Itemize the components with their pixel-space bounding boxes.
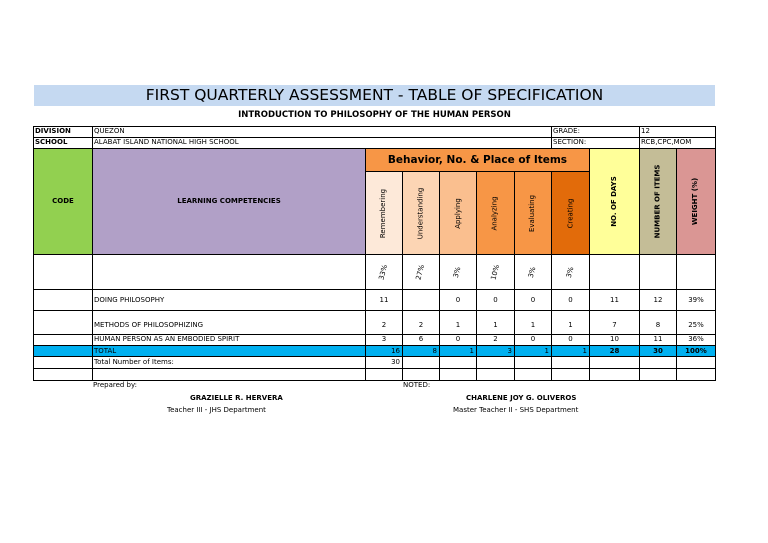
page-subtitle: INTRODUCTION TO PHILOSOPHY OF THE HUMAN PERSON — [238, 110, 511, 120]
percent-value: 27% — [414, 263, 427, 281]
level-item-count: 11 — [366, 290, 403, 311]
row-code-cell — [33, 311, 93, 335]
level-item-count: 0 — [552, 335, 590, 346]
total-level-count: 3 — [477, 346, 515, 357]
level-header-analyzing — [477, 172, 515, 255]
days-header — [590, 149, 640, 255]
total-items-code-cell — [33, 357, 93, 369]
noted-label: NOTED: — [403, 381, 431, 389]
items-header-label: NUMBER OF ITEMS — [653, 164, 662, 239]
weight-header-label: WEIGHT (%) — [691, 177, 700, 226]
total-items: 30 — [640, 346, 677, 357]
grade-label: GRADE: — [552, 126, 640, 138]
level-header-understanding — [403, 172, 440, 255]
level-item-count — [403, 290, 440, 311]
total-items-label: Total Number of Items: — [93, 357, 366, 369]
empty-cell — [477, 357, 515, 369]
row-days: 7 — [590, 311, 640, 335]
percent-row-label — [93, 255, 366, 290]
percent-cell — [477, 255, 515, 290]
total-level-count: 16 — [366, 346, 403, 357]
competency-name: METHODS OF PHILOSOPHIZING — [93, 311, 366, 335]
percent-cell — [403, 255, 440, 290]
level-item-count: 0 — [440, 290, 477, 311]
competency-name: DOING PHILOSOPHY — [93, 290, 366, 311]
total-days: 28 — [590, 346, 640, 357]
row-code-cell — [33, 335, 93, 346]
level-label: Creating — [566, 198, 574, 228]
prepared-by-title: Teacher III - JHS Department — [167, 406, 266, 414]
school-label: SCHOOL — [33, 138, 93, 149]
empty-cell — [515, 369, 552, 381]
empty-cell — [403, 357, 440, 369]
percent-value: 10% — [489, 263, 501, 281]
level-header-remembering — [366, 172, 403, 255]
level-item-count: 2 — [477, 335, 515, 346]
competencies-header-label: LEARNING COMPETENCIES — [177, 197, 281, 205]
empty-cell — [515, 357, 552, 369]
total-label: TOTAL — [93, 346, 366, 357]
row-items: 8 — [640, 311, 677, 335]
days-header-label: NO. OF DAYS — [610, 176, 618, 227]
weight-header — [677, 149, 716, 255]
row-items: 11 — [640, 335, 677, 346]
row-weight: 36% — [677, 335, 716, 346]
total-items-value: 30 — [366, 357, 403, 369]
empty-cell — [590, 369, 640, 381]
percent-cell — [515, 255, 552, 290]
total-level-count: 8 — [403, 346, 440, 357]
level-item-count: 1 — [552, 311, 590, 335]
empty-cell — [403, 369, 440, 381]
level-label: Analyzing — [490, 195, 499, 231]
level-item-count: 2 — [366, 311, 403, 335]
total-level-count: 1 — [440, 346, 477, 357]
empty-cell — [93, 369, 366, 381]
percent-value: 3% — [452, 265, 463, 279]
level-item-count: 0 — [515, 290, 552, 311]
page-title: FIRST QUARTERLY ASSESSMENT - TABLE OF SPECIFICATION — [34, 85, 715, 106]
level-item-count: 1 — [515, 311, 552, 335]
items-header — [640, 149, 677, 255]
row-weight: 25% — [677, 311, 716, 335]
level-label: Remembering — [379, 188, 388, 238]
empty-cell — [440, 369, 477, 381]
percent-items-cell — [640, 255, 677, 290]
total-level-count: 1 — [552, 346, 590, 357]
row-weight: 39% — [677, 290, 716, 311]
empty-cell — [552, 369, 590, 381]
noted-name: CHARLENE JOY G. OLIVEROS — [466, 394, 577, 402]
percent-value: 3% — [564, 265, 576, 279]
row-days: 10 — [590, 335, 640, 346]
prepared-by-label: Prepared by: — [93, 381, 137, 389]
behavior-header — [366, 149, 590, 172]
section-label: SECTION: — [552, 138, 640, 149]
level-item-count: 6 — [403, 335, 440, 346]
level-header-applying — [440, 172, 477, 255]
percent-cell — [440, 255, 477, 290]
empty-cell — [640, 357, 677, 369]
percent-weight-cell — [677, 255, 716, 290]
empty-cell — [677, 369, 716, 381]
percent-cell — [552, 255, 590, 290]
division-value: QUEZON — [93, 126, 552, 138]
school-value: ALABAT ISLAND NATIONAL HIGH SCHOOL — [93, 138, 552, 149]
total-level-count: 1 — [515, 346, 552, 357]
level-header-evaluating — [515, 172, 552, 255]
empty-cell — [440, 357, 477, 369]
row-items: 12 — [640, 290, 677, 311]
row-days: 11 — [590, 290, 640, 311]
empty-cell — [590, 357, 640, 369]
total-code-cell — [33, 346, 93, 357]
percent-cell — [366, 255, 403, 290]
division-label: DIVISION — [33, 126, 93, 138]
noted-title: Master Teacher II - SHS Department — [453, 406, 579, 414]
percent-days-cell — [590, 255, 640, 290]
percent-value: 3% — [527, 265, 538, 279]
total-weight: 100% — [677, 346, 716, 357]
code-header-label: CODE — [52, 197, 74, 205]
row-code-cell — [33, 290, 93, 311]
empty-cell — [366, 369, 403, 381]
percent-value: 33% — [377, 263, 390, 281]
competencies-header — [93, 149, 366, 255]
competency-name: HUMAN PERSON AS AN EMBODIED SPIRIT — [93, 335, 366, 346]
level-header-creating — [552, 172, 590, 255]
behavior-header-label: Behavior, No. & Place of Items — [387, 153, 568, 166]
level-item-count: 1 — [440, 311, 477, 335]
code-header — [33, 149, 93, 255]
level-item-count: 3 — [366, 335, 403, 346]
empty-cell — [33, 369, 93, 381]
level-item-count: 0 — [440, 335, 477, 346]
level-item-count: 0 — [515, 335, 552, 346]
level-item-count: 1 — [477, 311, 515, 335]
empty-cell — [552, 357, 590, 369]
percent-row-code — [33, 255, 93, 290]
level-item-count: 2 — [403, 311, 440, 335]
empty-cell — [677, 357, 716, 369]
section-value: RCB,CPC,MOM — [640, 138, 716, 149]
level-label: Evaluating — [528, 194, 537, 232]
level-item-count: 0 — [477, 290, 515, 311]
level-label: Applying — [453, 197, 462, 229]
grade-value: 12 — [640, 126, 716, 138]
level-item-count: 0 — [552, 290, 590, 311]
empty-cell — [640, 369, 677, 381]
prepared-by-name: GRAZIELLE R. HERVERA — [190, 394, 283, 402]
empty-cell — [477, 369, 515, 381]
level-label: Understanding — [416, 187, 425, 239]
